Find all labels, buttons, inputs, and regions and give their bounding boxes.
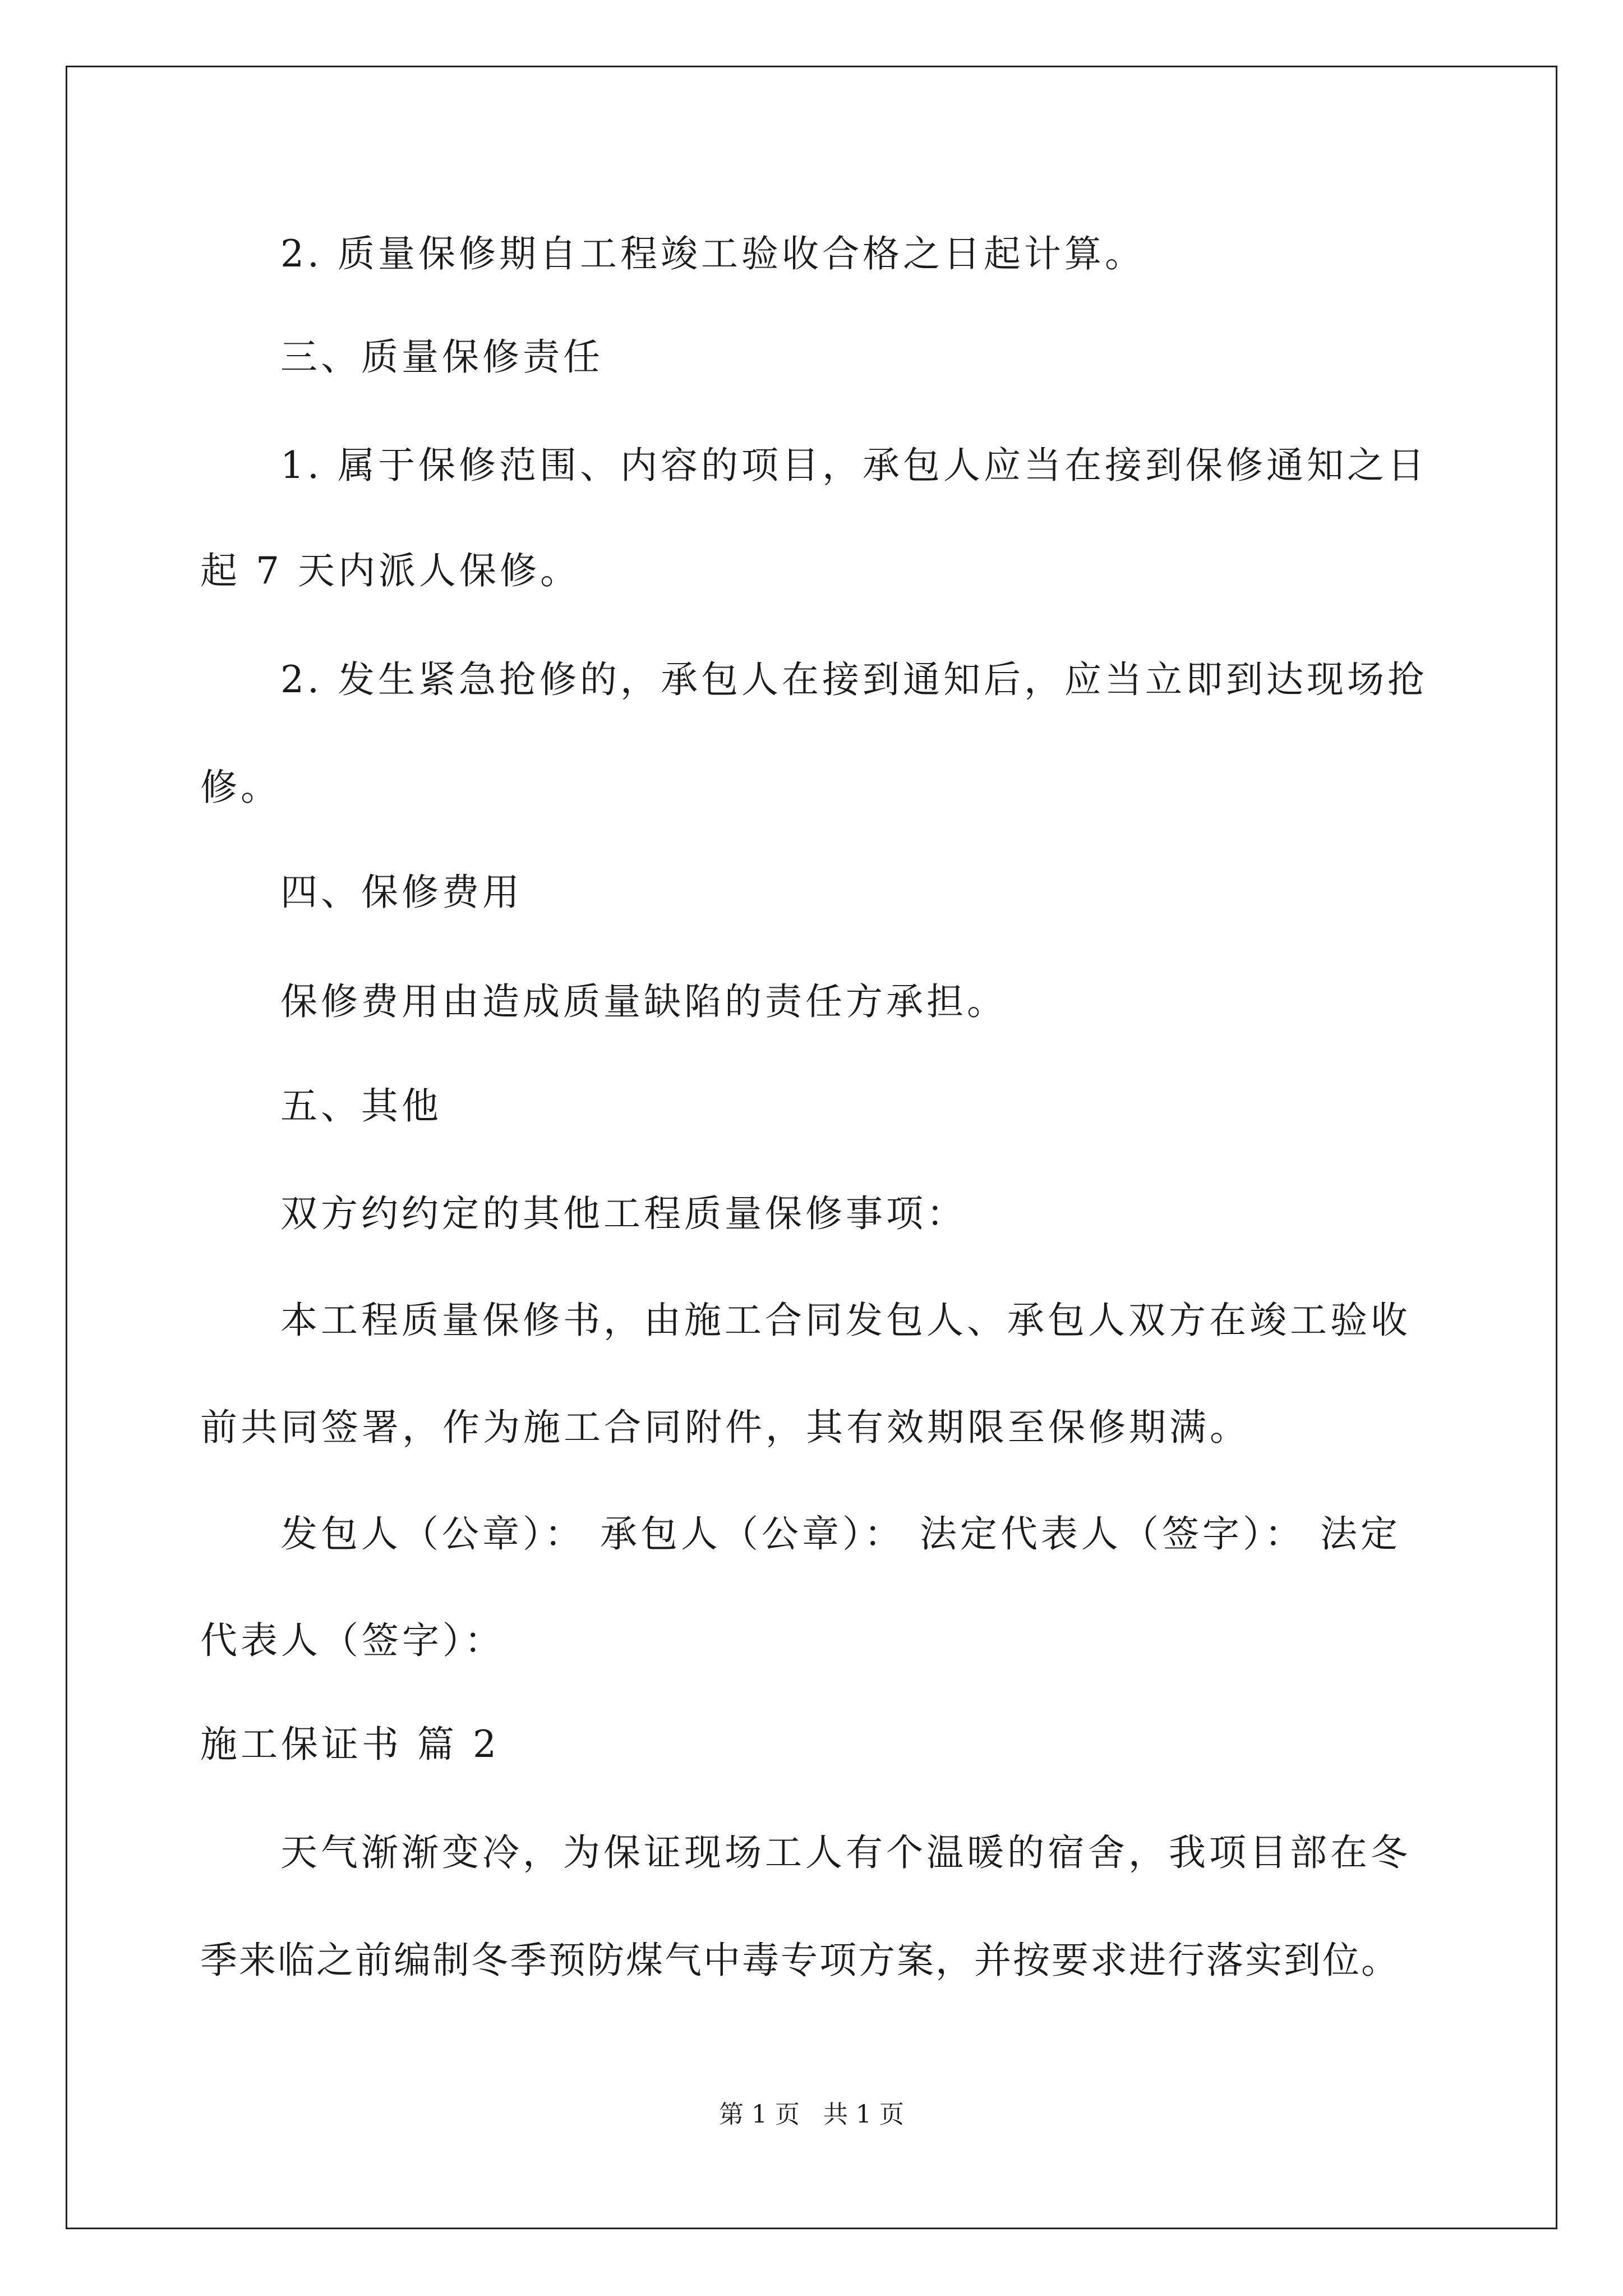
paragraph-line: 保修费用由造成质量缺陷的责任方承担。 bbox=[280, 980, 1007, 1023]
paragraph-line: 天气渐渐变冷，为保证现场工人有个温暖的宿舍，我项目部在冬 bbox=[280, 1831, 1411, 1874]
paragraph-line: 双方约约定的其他工程质量保修事项： bbox=[280, 1192, 967, 1235]
paragraph-line: 1. 属于保修范围、内容的项目，承包人应当在接到保修通知之日 bbox=[280, 444, 1428, 487]
section-heading: 三、质量保修责任 bbox=[280, 335, 603, 379]
section-heading: 四、保修费用 bbox=[280, 871, 523, 914]
page-footer: 第 1 页 共 1 页 bbox=[719, 2100, 904, 2129]
paragraph-line: 起 7 天内派人保修。 bbox=[200, 549, 580, 592]
signature-line: 代表人（签字）： bbox=[200, 1619, 505, 1662]
section-heading: 五、其他 bbox=[280, 1084, 442, 1128]
paragraph-line: 前共同签署，作为施工合同附件，其有效期限至保修期满。 bbox=[200, 1406, 1250, 1449]
signature-line: 发包人（公章）： 承包人（公章）： 法定代表人（签字）： 法定 bbox=[280, 1512, 1401, 1556]
article-title: 施工保证书 篇 2 bbox=[200, 1723, 500, 1766]
paragraph-line: 季来临之前编制冬季预防煤气中毒专项方案，并按要求进行落实到位。 bbox=[200, 1939, 1400, 1982]
paragraph-line: 2. 质量保修期自工程竣工验收合格之日起计算。 bbox=[280, 232, 1145, 275]
paragraph-line: 2. 发生紧急抢修的，承包人在接到通知后，应当立即到达现场抢 bbox=[280, 658, 1428, 701]
page-border bbox=[66, 66, 1557, 2229]
paragraph-line: 本工程质量保修书，由施工合同发包人、承包人双方在竣工验收 bbox=[280, 1299, 1411, 1342]
paragraph-line: 修。 bbox=[200, 766, 281, 809]
